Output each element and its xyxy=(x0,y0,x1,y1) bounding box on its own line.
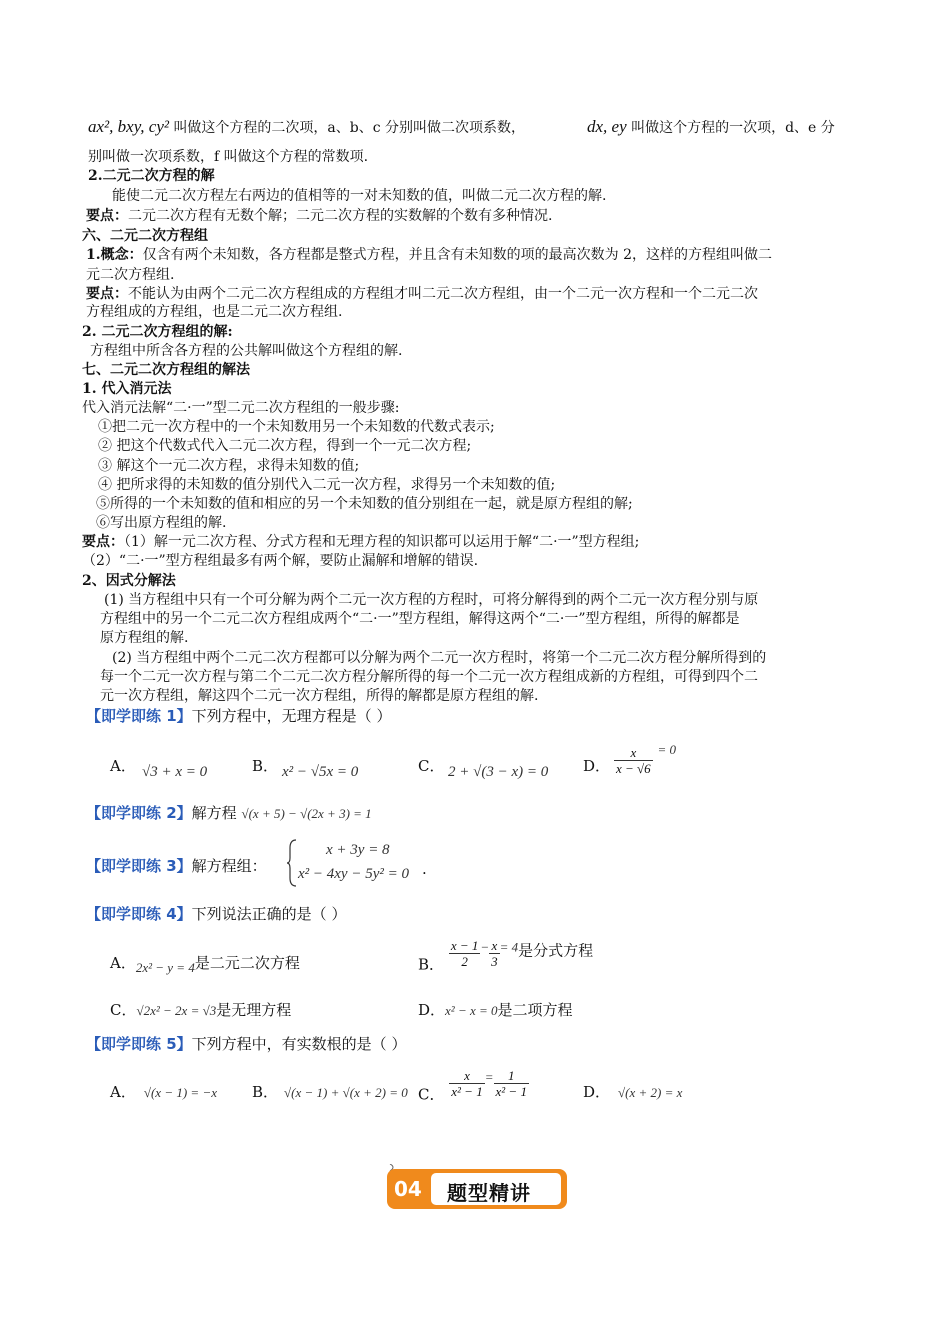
option-b[interactable] xyxy=(252,1081,408,1102)
paragraph-line: 原方程组的解. xyxy=(100,630,189,646)
math-quadratic-terms: ax², bxy, cy² xyxy=(88,117,169,136)
note-text: 不能认为由两个二元二次方程组成的方程组才叫二元二次方程组，由一个二元一次方程和一个二元二次 xyxy=(128,286,758,302)
concept-label: 1.概念： xyxy=(86,247,143,263)
paragraph-line: 方程组成的方程组，也是二元二次方程组. xyxy=(86,304,343,320)
option-d[interactable] xyxy=(418,999,573,1020)
minus-sign: − xyxy=(480,939,490,955)
paragraph-line: 元一次方程组，解这四个二元一次方程组，所得的解都是原方程组的解. xyxy=(100,688,539,704)
system-equation-1: x + 3y = 8 xyxy=(326,842,390,858)
paragraph-line: 代入消元法解“二·一”型二元二次方程组的一般步骤: xyxy=(82,400,400,416)
paragraph-line: 能使二元二次方程左右两边的值相等的一对未知数的值，叫做二元二次方程的解. xyxy=(112,188,607,204)
option-label: A． xyxy=(110,757,136,775)
section-badge xyxy=(386,1164,567,1210)
option-label: C． xyxy=(418,1085,445,1104)
exercise-tag: 【即学即练 3】 xyxy=(86,857,192,875)
option-d[interactable] xyxy=(583,755,610,776)
option-math: √2x² − 2x = √3 xyxy=(136,1003,217,1018)
question-text: 解方程组： xyxy=(191,857,267,875)
question-text: 解方程 xyxy=(191,804,237,822)
system-brace xyxy=(286,838,298,888)
system-end: . xyxy=(422,860,427,878)
option-label: D． xyxy=(418,1001,446,1019)
exercise-5-question xyxy=(86,1035,406,1053)
step-item: ② 把这个代数式代入二元二次方程，得到一个一元二次方程; xyxy=(98,438,472,454)
fraction: $\frac{1}{\text{x² − 1}}$ xyxy=(495,1068,527,1099)
option-b-math: x² − √5x = 0 xyxy=(282,764,359,780)
step-item: ③ 解这个一元二次方程，求得未知数的值; xyxy=(98,458,360,474)
fraction: $\frac{x}{3}$ xyxy=(491,938,498,969)
section-heading: 七、二元二次方程组的解法 xyxy=(82,362,250,378)
step-item: ⑥写出原方程组的解. xyxy=(96,515,227,531)
option-math: 2x² − y = 4 xyxy=(135,960,195,975)
question-text: 下列说法正确的是（ ） xyxy=(191,905,347,923)
note-line xyxy=(86,285,758,303)
option-math: x² − x = 0 xyxy=(445,1003,498,1018)
question-text: 下列方程中，无理方程是（ ） xyxy=(191,707,392,725)
paragraph-line: (2) 当方程组中两个二元二次方程都可以分解为两个二元一次方程时，将第一个二元二次方程分解所得到的 xyxy=(112,650,767,666)
badge-label: 题型精讲 xyxy=(447,1181,531,1205)
note-line: （2）“二·一”型方程组最多有两个解，要防止漏解和增解的错误. xyxy=(82,553,479,569)
note-text: 二元二次方程有无数个解；二元二次方程的实数解的个数有多种情况. xyxy=(128,208,553,224)
paragraph-line: 方程组中的另一个二元二次方程组成两个“二·一”型方程组，解得这两个“二·一”型方程组，所得的解都是 xyxy=(100,611,740,627)
paragraph-line: 每一个二元一次方程与第二个二元二次方程分解所得的每一个二元一次方程组成新的方程组，可得到四个二 xyxy=(100,669,758,685)
option-b[interactable] xyxy=(252,755,278,776)
section-heading: 2.二元二次方程的解 xyxy=(88,168,215,184)
equals-sign: = xyxy=(484,1069,494,1085)
option-label: D． xyxy=(583,1083,611,1101)
note-line xyxy=(86,207,552,225)
step-item: ⑤所得的一个未知数的值和相应的另一个未知数的值分别组在一起，就是原方程组的解; xyxy=(96,496,633,512)
fraction: $\frac{x}{\text{x² − 1}}$ xyxy=(451,1068,483,1099)
step-item: ①把二元一次方程中的一个未知数用另一个未知数的代数式表示; xyxy=(98,419,495,435)
note-text: （1）解一元二次方程、分式方程和无理方程的知识都可以运用于解“二·一”型方程组; xyxy=(124,534,640,550)
fraction: $\frac{x}{x - √6}$ xyxy=(616,744,651,776)
option-label: A． xyxy=(110,1083,136,1101)
option-text: 是二项方程 xyxy=(497,1001,573,1019)
option-text: 是无理方程 xyxy=(216,1001,292,1019)
option-c[interactable] xyxy=(418,755,444,776)
linear-terms-line xyxy=(587,118,835,137)
paragraph-line: 方程组中所含各方程的公共解叫做这个方程组的解. xyxy=(90,343,403,359)
text: 叫做这个方程的一次项，d、e 分 xyxy=(631,120,835,136)
equation: √(x + 5) − √(2x + 3) = 1 xyxy=(241,806,372,821)
sub-heading: 2、因式分解法 xyxy=(82,573,176,589)
concept-text: 仅含有两个未知数，各方程都是整式方程，并且含有未知数的项的最高次数为 2，这样的方程组叫做二 xyxy=(142,247,772,263)
section-heading: 六、二元二次方程组 xyxy=(82,228,208,244)
option-a[interactable] xyxy=(110,1081,217,1102)
option-c-math: 2 + √(3 − x) = 0 xyxy=(448,764,549,780)
text: 叫做这个方程的二次项，a、b、c 分别叫做二次项系数， xyxy=(173,120,526,136)
rhs: = 4 xyxy=(499,939,519,955)
option-math: √(x − 1) + √(x + 2) = 0 xyxy=(284,1085,408,1100)
exercise-tag: 【即学即练 4】 xyxy=(86,905,192,923)
paragraph-line: (1) 当方程组中只有一个可分解为两个二元一次方程的方程时，可将分解得到的两个二元一次方程分别与原 xyxy=(104,592,759,608)
note-label: 要点： xyxy=(82,534,124,550)
option-text: 是分式方程 xyxy=(518,941,594,960)
question-text: 下列方程中，有实数根的是（ ） xyxy=(191,1035,407,1053)
math-linear-terms: dx, ey xyxy=(587,117,627,136)
sub-heading: 1. 代入消元法 xyxy=(82,381,172,397)
option-label: B． xyxy=(252,1083,279,1101)
note-line xyxy=(82,533,639,551)
exercise-4-question xyxy=(86,905,346,923)
option-a[interactable] xyxy=(110,755,136,776)
exercise-tag: 【即学即练 2】 xyxy=(86,804,192,822)
option-c[interactable] xyxy=(110,999,291,1020)
option-label: C． xyxy=(110,1001,137,1019)
option-c[interactable] xyxy=(418,1068,529,1105)
concept-line xyxy=(86,246,772,264)
exercise-3-question xyxy=(86,857,267,875)
note-label: 要点： xyxy=(86,286,128,302)
option-d[interactable] xyxy=(583,1081,682,1102)
badge-number: 04 xyxy=(394,1177,422,1201)
option-label: A． xyxy=(110,954,136,972)
exercise-1-question xyxy=(86,707,391,725)
paragraph-line: 元二次方程组. xyxy=(86,267,175,283)
fraction: $\frac{x - 1}{2}$ xyxy=(450,938,479,969)
system-equation-2: x² − 4xy − 5y² = 0 xyxy=(298,866,409,882)
paragraph-line: 别叫做一次项系数，f 叫做这个方程的常数项. xyxy=(88,149,369,165)
exercise-tag: 【即学即练 1】 xyxy=(86,707,192,725)
option-label: C． xyxy=(418,757,445,775)
option-label: B． xyxy=(418,955,445,974)
option-label: B． xyxy=(252,757,279,775)
option-math: √(x − 1) = −x xyxy=(143,1085,217,1100)
option-d-math xyxy=(614,742,676,776)
rhs: = 0 xyxy=(657,742,676,757)
step-item: ④ 把所求得的未知数的值分别代入二元一次方程，求得另一个未知数的值; xyxy=(98,477,556,493)
option-math: √(x + 2) = x xyxy=(618,1085,683,1100)
sub-heading: 2. 二元二次方程组的解: xyxy=(82,324,233,340)
exercise-2-question xyxy=(86,804,372,823)
option-text: 是二元二次方程 xyxy=(194,954,300,972)
option-b[interactable] xyxy=(418,938,593,975)
option-a-math: √3 + x = 0 xyxy=(142,764,208,780)
option-a[interactable] xyxy=(110,952,300,976)
note-label: 要点： xyxy=(86,208,128,224)
option-label: D． xyxy=(583,757,611,775)
quadratic-terms-line xyxy=(88,118,525,137)
exercise-tag: 【即学即练 5】 xyxy=(86,1035,192,1053)
